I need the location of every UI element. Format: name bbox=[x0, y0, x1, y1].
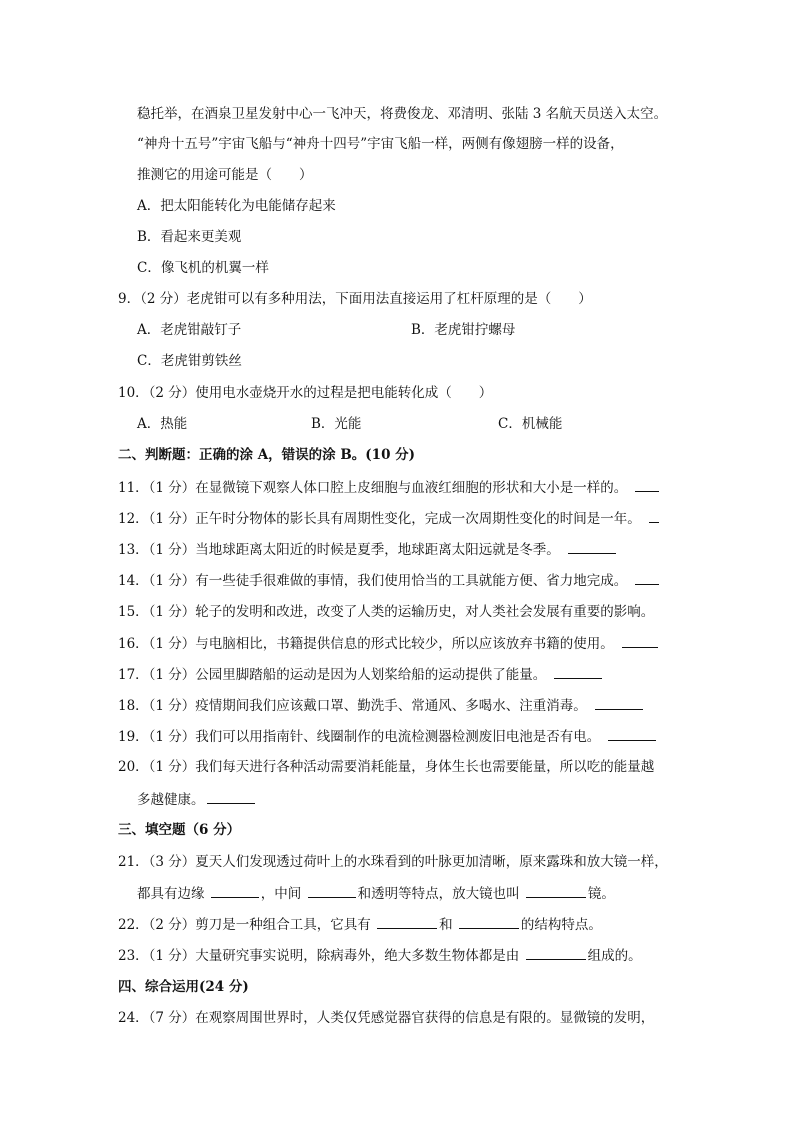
answer-blank[interactable] bbox=[207, 789, 255, 804]
judge-text: 多越健康。 bbox=[137, 792, 205, 808]
fill-text: 镜。 bbox=[587, 886, 615, 902]
q10-option-c: C．机械能 bbox=[498, 416, 563, 432]
judge-text: 12．（1 分）正午时分物体的影长具有周期性变化，完成一次周期性变化的时间是一年。 bbox=[118, 511, 641, 527]
section-3-heading: 三、填空题（6 分） bbox=[118, 822, 241, 838]
q21-line-1: 21．（3 分）夏天人们发现透过荷叶上的水珠看到的叶脉更加清晰，原来露珠和放大镜一样， bbox=[118, 854, 668, 870]
q8-option-a: A．把太阳能转化为电能储存起来 bbox=[137, 198, 336, 214]
answer-blank[interactable] bbox=[308, 883, 356, 898]
q21-line-2 bbox=[137, 883, 615, 904]
judge-text: 16．（1 分）与电脑相比，书籍提供信息的形式比较少，所以应该放弃书籍的使用。 bbox=[118, 636, 614, 652]
judge-text: 14．（1 分）有一些徒手很难做的事情，我们使用恰当的工具就能方便、省力地完成。 bbox=[118, 573, 628, 589]
q8-text-line-3: 推测它的用途可能是（ ） bbox=[137, 167, 313, 183]
q10-stem: 10．（2 分）使用电水壶烧开水的过程是把电能转化成（ ） bbox=[118, 385, 493, 401]
judge-item-13 bbox=[118, 539, 618, 560]
fill-text: ，中间 bbox=[260, 886, 302, 902]
fill-text: 都具有边缘 bbox=[137, 886, 205, 902]
q9-option-c: C．老虎钳剪铁丝 bbox=[137, 353, 242, 369]
section-2-heading: 二、判断题：正确的涂 A，错误的涂 B。(10 分) bbox=[118, 447, 416, 463]
q8-option-c: C．像飞机的机翼一样 bbox=[137, 260, 269, 276]
answer-blank[interactable] bbox=[526, 945, 586, 960]
judge-text: 19．（1 分）我们可以用指南针、线圈制作的电流检测器检测废旧电池是否有电。 bbox=[118, 729, 601, 745]
answer-blank[interactable] bbox=[459, 914, 519, 929]
answer-blank[interactable] bbox=[211, 883, 259, 898]
q10-option-a: A．热能 bbox=[137, 416, 188, 432]
judge-item-14 bbox=[118, 570, 661, 591]
judge-text: 17．（1 分）公园里脚踏船的运动是因为人划桨给船的运动提供了能量。 bbox=[118, 667, 547, 683]
fill-text: 组成的。 bbox=[587, 948, 642, 964]
q9-option-b: B．老虎钳拧螺母 bbox=[411, 322, 516, 338]
answer-blank[interactable] bbox=[635, 477, 659, 492]
q9-option-a: A．老虎钳敲钉子 bbox=[137, 322, 242, 338]
answer-blank[interactable] bbox=[526, 883, 586, 898]
judge-item-15: 15．（1 分）轮子的发明和改进，改变了人类的运输历史，对人类社会发展有重要的影响。 bbox=[118, 604, 655, 620]
judge-item-16 bbox=[118, 633, 660, 654]
answer-blank[interactable] bbox=[595, 695, 643, 710]
q8-text-line-2: “神舟十五号”宇宙飞船与“神舟十四号”宇宙飞船一样，两侧有像翅膀一样的设备， bbox=[137, 136, 624, 152]
answer-blank[interactable] bbox=[622, 633, 658, 648]
answer-blank[interactable] bbox=[635, 570, 659, 585]
judge-item-12 bbox=[118, 508, 661, 529]
judge-text: 18．（1 分）疫情期间我们应该戴口罩、勤洗手、常通风、多喝水、注重消毒。 bbox=[118, 698, 587, 714]
q23 bbox=[118, 945, 642, 966]
judge-item-19 bbox=[118, 726, 658, 747]
answer-blank[interactable] bbox=[568, 539, 616, 554]
fill-text: 和 bbox=[439, 917, 453, 933]
q22 bbox=[118, 914, 602, 935]
judge-text: 13．（1 分）当地球距离太阳近的时候是夏季，地球距离太阳远就是冬季。 bbox=[118, 542, 560, 558]
q8-option-b: B．看起来更美观 bbox=[137, 229, 242, 245]
q10-option-b: B．光能 bbox=[311, 416, 362, 432]
fill-text: 23．（1 分）大量研究事实说明，除病毒外，绝大多数生物体都是由 bbox=[118, 948, 520, 964]
judge-item-11 bbox=[118, 477, 661, 498]
answer-blank[interactable] bbox=[377, 914, 437, 929]
judge-item-18 bbox=[118, 695, 645, 716]
answer-blank[interactable] bbox=[554, 664, 602, 679]
judge-item-20-cont bbox=[137, 789, 257, 810]
fill-text: 的结构特点。 bbox=[520, 917, 602, 933]
judge-item-20: 20．（1 分）我们每天进行各种活动需要消耗能量，身体生长也需要能量，所以吃的能量越 bbox=[118, 759, 655, 775]
judge-text: 11．（1 分）在显微镜下观察人体口腔上皮细胞与血液红细胞的形状和大小是一样的。 bbox=[118, 480, 628, 496]
q8-text-line-1: 稳托举，在酒泉卫星发射中心一飞冲天，将费俊龙、邓清明、张陆 3 名航天员送入太空。 bbox=[137, 106, 668, 122]
judge-item-17 bbox=[118, 664, 604, 685]
q9-stem: 9．（2 分）老虎钳可以有多种用法，下面用法直接运用了杠杆原理的是（ ） bbox=[118, 291, 592, 307]
fill-text: 22．（2 分）剪刀是一种组合工具，它具有 bbox=[118, 917, 371, 933]
answer-blank[interactable] bbox=[608, 726, 656, 741]
fill-text: 和透明等特点，放大镜也叫 bbox=[357, 886, 520, 902]
q24-stem: 24．（7 分）在观察周围世界时，人类仅凭感觉器官获得的信息是有限的。显微镜的发明， bbox=[118, 1010, 655, 1026]
section-4-heading: 四、综合运用(24 分) bbox=[118, 979, 249, 995]
answer-blank[interactable] bbox=[649, 508, 659, 523]
